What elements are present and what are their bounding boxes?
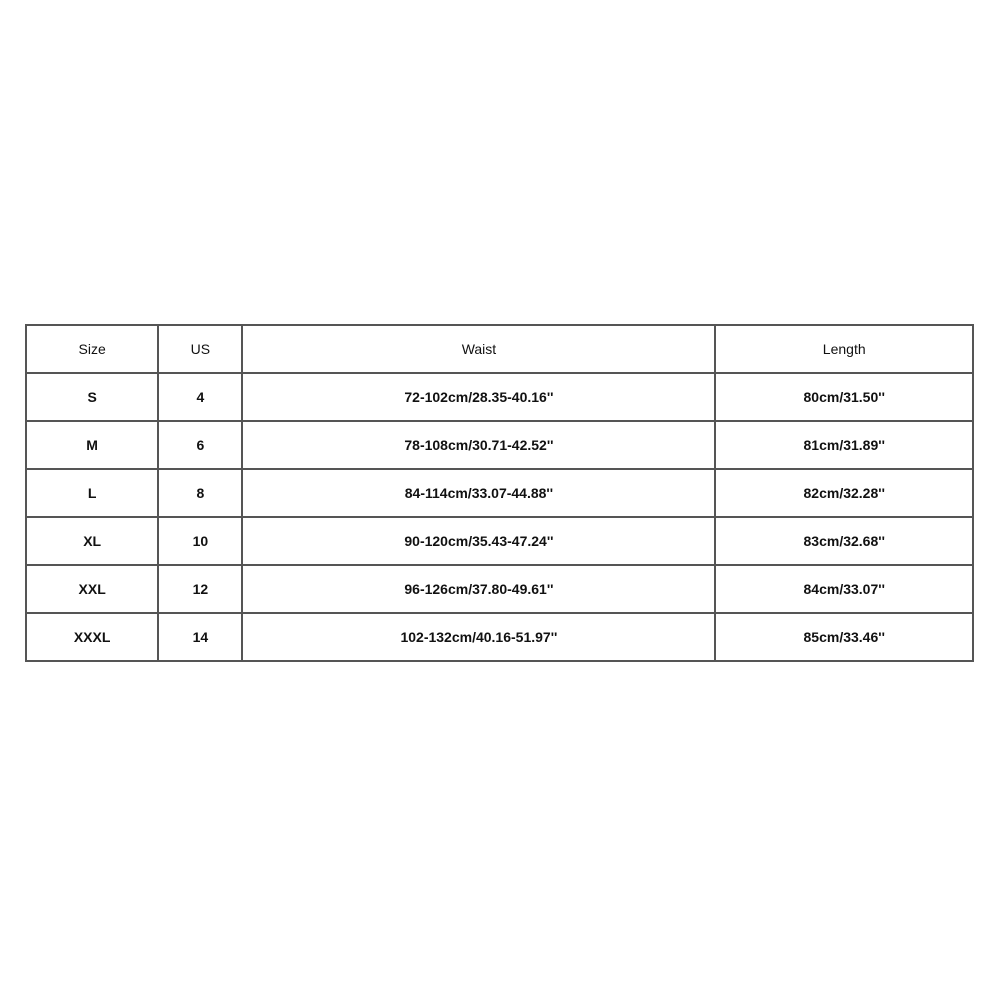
table-body [26, 373, 973, 661]
cell-size: XXXL [26, 613, 158, 661]
cell-length: 83cm/32.68'' [715, 517, 973, 565]
cell-length: 85cm/33.46'' [715, 613, 973, 661]
cell-length: 84cm/33.07'' [715, 565, 973, 613]
header-size: Size [26, 325, 158, 373]
table-row [26, 565, 973, 613]
table-row [26, 469, 973, 517]
cell-size: M [26, 421, 158, 469]
cell-us: 8 [158, 469, 242, 517]
cell-waist: 102-132cm/40.16-51.97'' [242, 613, 715, 661]
cell-length: 81cm/31.89'' [715, 421, 973, 469]
cell-size: XXL [26, 565, 158, 613]
table-row [26, 421, 973, 469]
header-waist: Waist [242, 325, 715, 373]
size-chart-table [25, 324, 974, 662]
cell-waist: 90-120cm/35.43-47.24'' [242, 517, 715, 565]
cell-us: 12 [158, 565, 242, 613]
table-header [26, 325, 973, 373]
cell-us: 6 [158, 421, 242, 469]
cell-us: 10 [158, 517, 242, 565]
cell-waist: 84-114cm/33.07-44.88'' [242, 469, 715, 517]
table-row [26, 517, 973, 565]
cell-waist: 72-102cm/28.35-40.16'' [242, 373, 715, 421]
cell-us: 4 [158, 373, 242, 421]
cell-size: S [26, 373, 158, 421]
cell-us: 14 [158, 613, 242, 661]
cell-length: 82cm/32.28'' [715, 469, 973, 517]
header-length: Length [715, 325, 973, 373]
header-us: US [158, 325, 242, 373]
cell-size: L [26, 469, 158, 517]
cell-waist: 96-126cm/37.80-49.61'' [242, 565, 715, 613]
cell-length: 80cm/31.50'' [715, 373, 973, 421]
header-row [26, 325, 973, 373]
cell-waist: 78-108cm/30.71-42.52'' [242, 421, 715, 469]
cell-size: XL [26, 517, 158, 565]
table-row [26, 613, 973, 661]
table-row [26, 373, 973, 421]
